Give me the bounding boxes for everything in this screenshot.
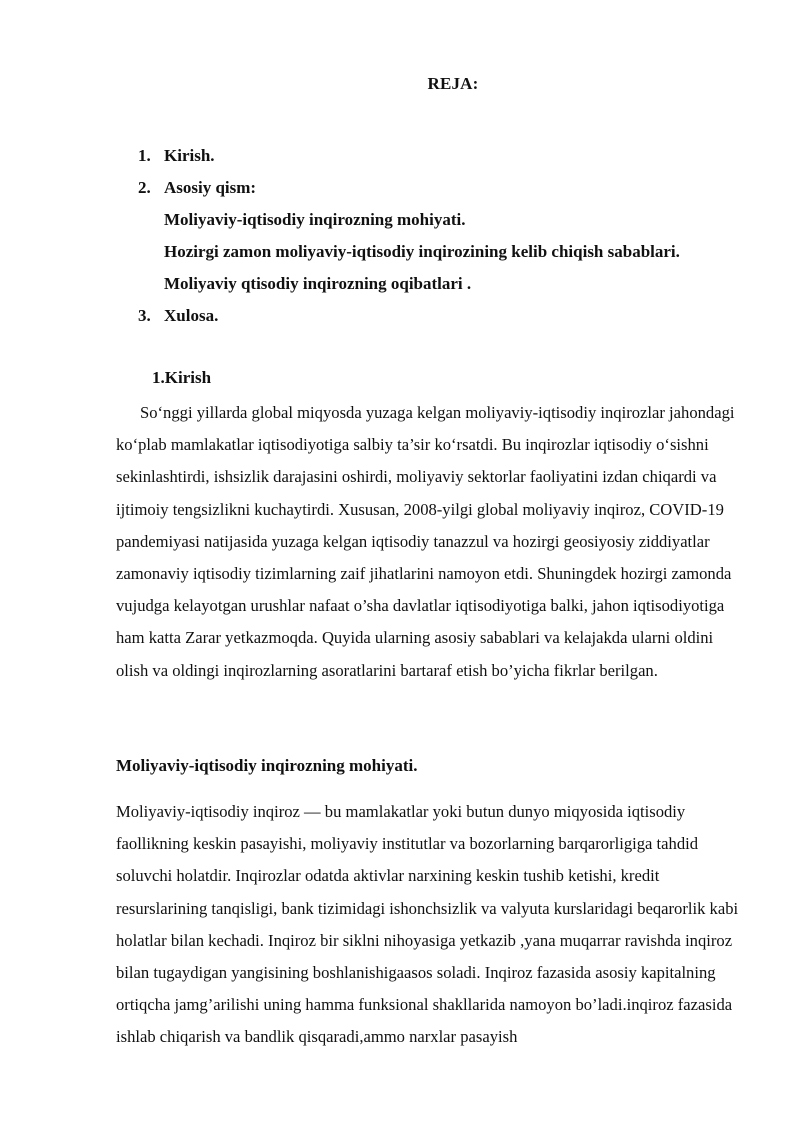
plan-item-number: 3.	[138, 306, 151, 325]
section-heading-kirish: 1.Kirish	[152, 368, 212, 387]
section-heading-mohiyati: Moliyaviy-iqtisodiy inqirozning mohiyati.	[116, 756, 418, 775]
plan-item-label: Moliyaviy qtisodiy inqirozning oqibatlari .	[164, 274, 472, 293]
plan-subitem-oqibatlari	[138, 268, 758, 300]
plan-subitem-mohiyati	[138, 204, 758, 236]
plan-item-label: Kirish.	[164, 146, 215, 165]
plan-item-label: Hozirgi zamon moliyaviy-iqtisodiy inqirozining kelib chiqish sabablari.	[164, 242, 680, 261]
plan-item-number: 2.	[138, 178, 151, 197]
plan-subitem-sabablari	[138, 236, 758, 268]
paragraph-kirish	[116, 397, 744, 687]
plan-item-2	[138, 172, 758, 204]
paragraph-mohiyati: Moliyaviy-iqtisodiy inqiroz — bu mamlakatlar yoki butun dunyo miqyosida iqtisodiy faollikning keskin pasayishi, moliyaviy institutlar va bozorlarning barqarorligiga tahdid soluvchi holatdir. Inqirozlar odatda aktivlar narxining keskin tushib ketishi, kredit resurslarining tanqisligi, bank tizimidagi ishonchsizlik va valyuta kurslaridagi beqarorlik kabi holatlar bilan kechadi. Inqiroz bir siklni nihoyasiga yetkazib ,yana muqarrar ravishda inqiroz bilan tugaydigan yangisining boshlanishigaasos soladi. Inqiroz fazasida asosiy kapitalning ortiqcha jamg’arilishi uning hamma funksional shakllarida namoyon bo’ladi.inqiroz fazasida ishlab chiqarish va bandlik qisqaradi,ammo narxlar pasayish	[116, 802, 739, 1047]
plan-list	[138, 140, 758, 332]
plan-item-3	[138, 300, 758, 332]
paragraph-text: So‘nggi yillarda global miqyosda yuzaga kelgan moliyaviy-iqtisodiy inqirozlar jahondagi ko‘plab mamlakatlar iqtisodiyotiga salbiy ta’sir ko‘rsatdi. Bu inqirozlar iqtisodiy o‘sishni sekinlashtirdi, ishsizlik darajasini oshirdi, moliyaviy sektorlar faoliyatini izdan chiqardi va ijtimoiy tengsizlikni kuchaytirdi. Xususan, 2008-yilgi global moliyaviy inqiroz, COVID-19 pandemiyasi natijasida yuzaga kelgan iqtisodiy tanazzul va hozirgi geosiyosiy ziddiyatlar zamonaviy iqtisodiy tizimlarning zaif jihatlarini namoyon etdi. Shuningdek hozirgi zamonda vujudga kelayotgan urushlar nafaat o’sha davlatlar iqtisodiyotiga balki, jahon iqtisodiyotiga ham katta Zarar yetkazmoqda. Quyida ularning asosiy sabablari va kelajakda ularni oldini olish va oldingi inqirozlarning asoratlarini bartaraf etish bo’yicha fikrlar berilgan.	[116, 403, 735, 680]
page-title: REJA:	[427, 74, 479, 93]
plan-item-1	[138, 140, 758, 172]
plan-item-label: Moliyaviy-iqtisodiy inqirozning mohiyati.	[164, 210, 466, 229]
plan-item-number: 1.	[138, 146, 151, 165]
plan-item-label: Xulosa.	[164, 306, 219, 325]
plan-item-label: Asosiy qism:	[164, 178, 257, 197]
